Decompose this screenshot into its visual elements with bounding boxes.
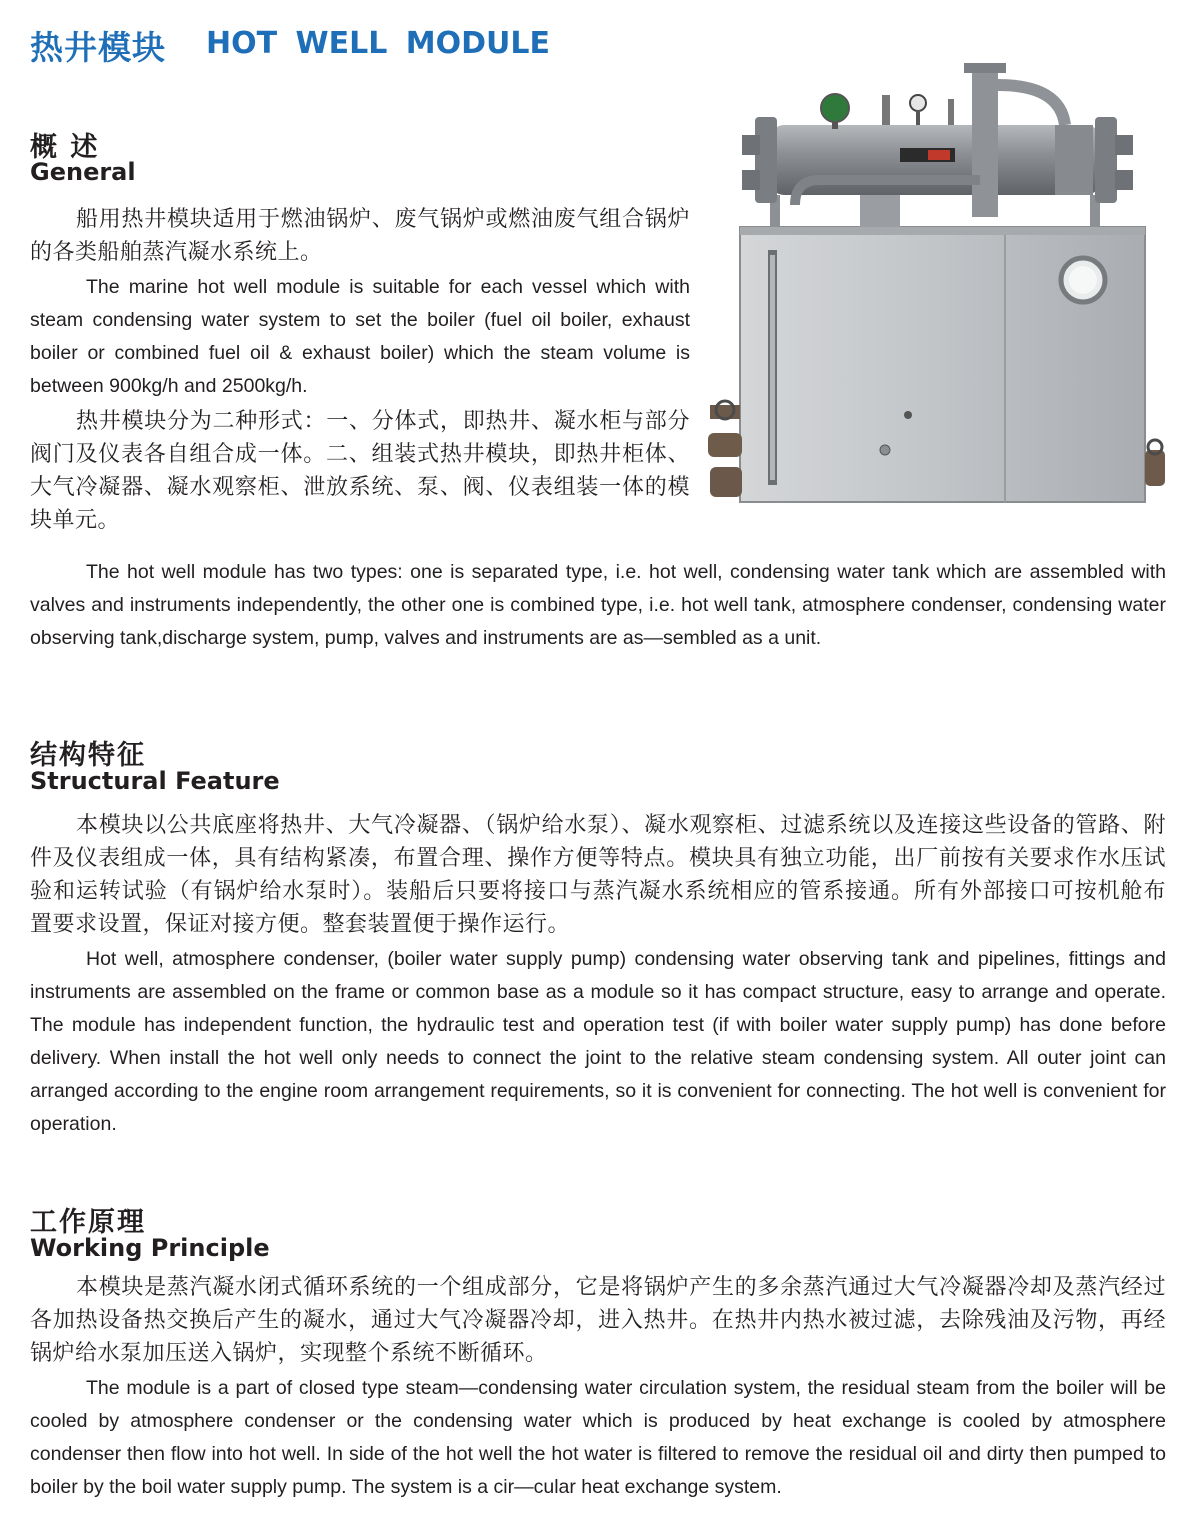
page-title-en: HOT WELL MODULE	[206, 26, 551, 61]
hot-well-module-photo	[700, 55, 1170, 525]
general-para1-cn: 船用热井模块适用于燃油锅炉、废气锅炉或燃油废气组合锅炉的各类船舶蒸汽凝水系统上。	[30, 207, 690, 265]
general-heading-cn: 概 述	[30, 132, 100, 163]
structural-para-en: Hot well, atmosphere condenser, (boiler water supply pump) condensing water observing tank and pipelines, fittings and instruments are assembled on the frame or common base as a module so it has compact structure, easy to arrange and operate. The module has independent function, the hydraulic test and operation test (if with boiler water supply pump) has done before delivery. When install the hot well only needs to connect the joint to the relative steam condensing system. All outer joint can arranged according to the engine room arrangement requirements, so it is convenient for connecting. The hot well is convenient for operation.	[30, 948, 1166, 1135]
general-text-block	[30, 203, 690, 537]
working-heading-en: Working Principle	[30, 1234, 270, 1262]
structural-heading-cn: 结构特征	[30, 740, 146, 771]
hot-well-module-illustration	[700, 55, 1170, 525]
general-para2-cn: 热井模块分为二种形式：一、分体式，即热井、凝水柜与部分阀门及仪表各自组合成一体。二、组装式热井模块，即热井柜体、大气冷凝器、凝水观察柜、泄放系统、泵、阀、仪表组装一体的模块单元。	[30, 409, 690, 533]
page-title-cn: 热井模块	[30, 28, 166, 67]
structural-heading-en: Structural Feature	[30, 767, 280, 795]
general-para1-en: The marine hot well module is suitable for each vessel which with steam condensing water system to set the boiler (fuel oil boiler, exhaust boiler or combined fuel oil & exhaust boiler) which the steam volume is between 900kg/h and 2500kg/h.	[30, 276, 690, 397]
working-para-en: The module is a part of closed type steam—condensing water circulation system, the residual steam from the boiler will be cooled by atmosphere condenser or the condensing water which is produced by heat exchange is cooled by atmosphere condenser then flow into hot well. In side of the hot well the hot water is filtered to remove the residual oil and dirty then pumped to boiler by the boil water supply pump. The system is a cir—cular heat exchange system.	[30, 1377, 1166, 1498]
general-heading-en: General	[30, 158, 136, 186]
working-text-block	[30, 1271, 1166, 1504]
general-para2-en-block	[30, 556, 1166, 655]
working-para-cn: 本模块是蒸汽凝水闭式循环系统的一个组成部分，它是将锅炉产生的多余蒸汽通过大气冷凝器冷却及蒸汽经过各加热设备热交换后产生的凝水，通过大气冷凝器冷却，进入热井。在热井内热水被过滤，去除残油及污物，再经锅炉给水泵加压送入锅炉，实现整个系统不断循环。	[30, 1275, 1166, 1366]
working-heading-cn: 工作原理	[30, 1207, 146, 1238]
structural-text-block	[30, 809, 1166, 1141]
general-para2-en: The hot well module has two types: one is separated type, i.e. hot well, condensing water tank which are assembled with valves and instruments independently, the other one is combined type, i.e. hot well tank, atmosphere condenser, condensing water observing tank,discharge system, pump, valves and instruments are as—sembled as a unit.	[30, 561, 1166, 649]
structural-para-cn: 本模块以公共底座将热井、大气冷凝器、（锅炉给水泵）、凝水观察柜、过滤系统以及连接这些设备的管路、附件及仪表组成一体，具有结构紧凑，布置合理、操作方便等特点。模块具有独立功能，出厂前按有关要求作水压试验和运转试验（有锅炉给水泵时）。装船后只要将接口与蒸汽凝水系统相应的管系接通。所有外部接口可按机舱布置要求设置，保证对接方便。整套装置便于操作运行。	[30, 813, 1166, 937]
